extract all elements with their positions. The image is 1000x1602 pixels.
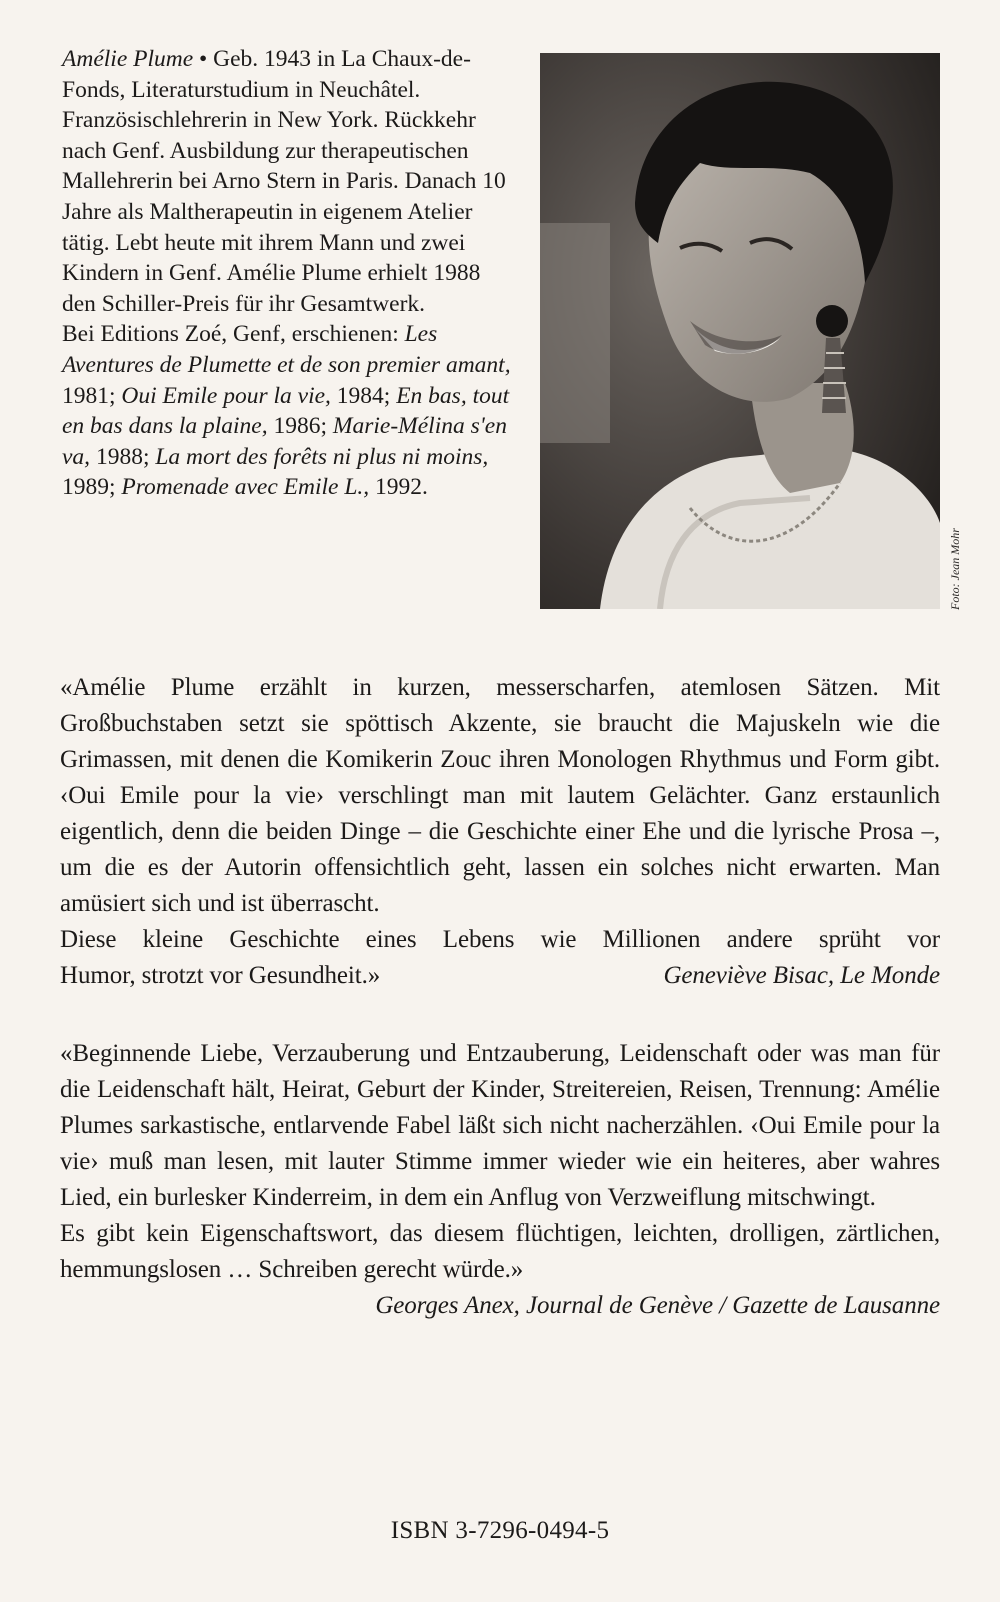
work-title: Les Aventures de Plumette et de son premier amant,	[62, 321, 511, 378]
quote-source: Geneviève Bisac, Le Monde	[663, 962, 940, 989]
bibliography	[62, 319, 517, 503]
review-quote-lemonde	[60, 670, 940, 994]
author-bio	[62, 44, 517, 503]
author-name: Amélie Plume	[62, 46, 194, 72]
quote-closing-line	[60, 958, 940, 994]
review-quote-journal-de-geneve	[60, 1036, 940, 1324]
isbn: ISBN 3-7296-0494-5	[390, 1517, 610, 1544]
quote-closing-text: Humor, strotzt vor Gesundheit.»	[60, 962, 381, 989]
quote-paragraph: Es gibt kein Eigenschaftswort, das diesem flüchtigen, leichten, drolligen, zärtlichen, hemmungslosen … Schreiben gerecht würde.»	[60, 1220, 940, 1283]
work-title: En bas, tout en bas dans la plaine,	[62, 382, 510, 440]
work-year: 1981;	[62, 382, 122, 409]
quote-paragraph: Diese kleine Geschichte eines Lebens wie Millionen andere sprüht vor	[60, 926, 940, 953]
bio-paragraph	[62, 44, 517, 319]
quote-paragraph: «Amélie Plume erzählt in kurzen, messerscharfen, atemlosen Sätzen. Mit Großbuchstaben setzt sie spöttisch Akzente, sie braucht die Majuskeln wie die Grimassen, mit denen die Komikerin Zouc ihren Monologen Rhythmus und Form gibt. ‹Oui Emile pour la vie› verschlingt man mit lautem Gelächter. Ganz erstaunlich eigentlich, denn die beiden Dinge – die Geschichte einer Ehe und die lyrische Prosa –, um die es der Autorin offensichtlich geht, lassen ein solches nicht erwarten. Man amüsiert sich und ist überrascht.	[60, 674, 940, 917]
work-title: Promenade avec Emile L.,	[121, 474, 370, 501]
bio-text: Geb. 1943 in La Chaux-de-Fonds, Literaturstudium in Neuchâtel. Französischlehrerin in New York. Rückkehr nach Genf. Ausbildung zur therapeutischen Mallehrerin bei Arno Stern in Paris. Danach 10 Jahre als Maltherapeutin in eigenem Atelier tätig. Lebt heute mit ihrem Mann und zwei Kindern in Genf. Amélie Plume erhielt 1988 den Schiller-Preis für ihr Gesamtwerk.	[62, 46, 506, 317]
editions-intro: Bei Editions Zoé, Genf, erschienen:	[62, 321, 405, 348]
work-year: 1986;	[267, 413, 333, 440]
work-year: 1992.	[369, 474, 428, 501]
quote-paragraph: «Beginnende Liebe, Verzauberung und Entzauberung, Leidenschaft oder was man für die Leidenschaft hält, Heirat, Geburt der Kinder, Streitereien, Reisen, Trennung: Amélie Plumes sarkastische, entlarvende Fabel läßt sich nicht nacherzählen. ‹Oui Emile pour la vie› muß man lesen, mit lauter Stimme immer wieder wie ein heiteres, aber wahres Lied, ein burlesker Kinderreim, in dem ein Anflug von Verzweiflung mitschwingt.	[60, 1040, 940, 1211]
work-title: Marie-Mélina s'en va,	[62, 413, 507, 470]
bullet: •	[193, 46, 214, 72]
photo-credit: Foto: Jean Mohr	[948, 528, 962, 610]
quote-source: Georges Anex, Journal de Genève / Gazette de Lausanne	[375, 1292, 940, 1319]
work-year: 1984;	[330, 382, 397, 409]
work-year: 1989;	[62, 474, 122, 501]
work-title: La mort des forêts ni plus ni moins,	[155, 443, 489, 470]
author-photo	[540, 53, 940, 609]
work-year: 1988;	[90, 443, 156, 470]
portrait-illustration	[540, 53, 940, 609]
work-title: Oui Emile pour la vie,	[121, 382, 331, 409]
